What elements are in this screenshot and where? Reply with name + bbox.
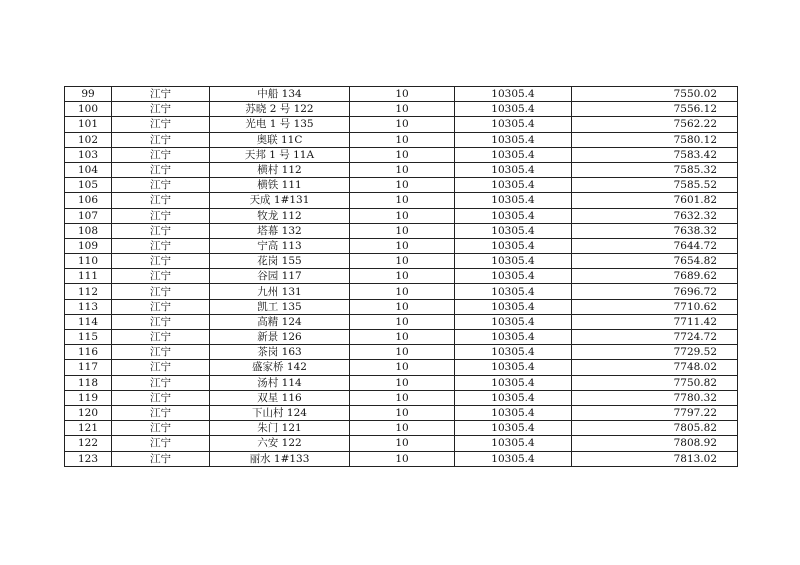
value-cell: 7638.32 [572,223,738,238]
line-name-cell: 盛家桥 142 [210,360,350,375]
capacity-cell: 10305.4 [455,238,572,253]
district-cell: 江宁 [112,330,210,345]
table-row [65,117,738,132]
district-cell: 江宁 [112,269,210,284]
row-number-cell: 117 [65,360,112,375]
table-row [65,451,738,466]
value-cell: 7585.32 [572,162,738,177]
voltage-cell: 10 [350,405,455,420]
line-name-cell: 谷园 117 [210,269,350,284]
table-row [65,223,738,238]
district-cell: 江宁 [112,345,210,360]
row-number-cell: 101 [65,117,112,132]
row-number-cell: 110 [65,254,112,269]
row-number-cell: 103 [65,147,112,162]
value-cell: 7644.72 [572,238,738,253]
voltage-cell: 10 [350,345,455,360]
row-number-cell: 119 [65,390,112,405]
district-cell: 江宁 [112,390,210,405]
district-cell: 江宁 [112,421,210,436]
value-cell: 7654.82 [572,254,738,269]
row-number-cell: 102 [65,132,112,147]
voltage-cell: 10 [350,314,455,329]
value-cell: 7601.82 [572,193,738,208]
line-name-cell: 天邦 1 号 11A [210,147,350,162]
capacity-cell: 10305.4 [455,117,572,132]
voltage-cell: 10 [350,451,455,466]
value-cell: 7780.32 [572,390,738,405]
row-number-cell: 118 [65,375,112,390]
table-row [65,390,738,405]
line-name-cell: 天成 1#131 [210,193,350,208]
row-number-cell: 111 [65,269,112,284]
table-row [65,178,738,193]
table-row [65,102,738,117]
row-number-cell: 122 [65,436,112,451]
district-cell: 江宁 [112,117,210,132]
table-row [65,345,738,360]
table-row [65,132,738,147]
table-row [65,436,738,451]
capacity-cell: 10305.4 [455,451,572,466]
value-cell: 7748.02 [572,360,738,375]
voltage-cell: 10 [350,375,455,390]
capacity-cell: 10305.4 [455,208,572,223]
row-number-cell: 112 [65,284,112,299]
voltage-cell: 10 [350,193,455,208]
line-name-cell: 朱门 121 [210,421,350,436]
value-cell: 7711.42 [572,314,738,329]
line-name-cell: 光电 1 号 135 [210,117,350,132]
value-cell: 7689.62 [572,269,738,284]
district-cell: 江宁 [112,132,210,147]
district-cell: 江宁 [112,254,210,269]
district-cell: 江宁 [112,223,210,238]
row-number-cell: 115 [65,330,112,345]
voltage-cell: 10 [350,284,455,299]
line-name-cell: 牧龙 112 [210,208,350,223]
capacity-cell: 10305.4 [455,87,572,102]
table-row [65,162,738,177]
line-name-cell: 汤村 114 [210,375,350,390]
voltage-cell: 10 [350,238,455,253]
value-cell: 7585.52 [572,178,738,193]
line-name-cell: 九州 131 [210,284,350,299]
line-name-cell: 中船 134 [210,87,350,102]
voltage-cell: 10 [350,102,455,117]
value-cell: 7729.52 [572,345,738,360]
district-cell: 江宁 [112,208,210,223]
voltage-cell: 10 [350,330,455,345]
voltage-cell: 10 [350,117,455,132]
capacity-cell: 10305.4 [455,254,572,269]
line-name-cell: 花岗 155 [210,254,350,269]
row-number-cell: 116 [65,345,112,360]
line-name-cell: 横铁 111 [210,178,350,193]
table-row [65,269,738,284]
capacity-cell: 10305.4 [455,314,572,329]
row-number-cell: 108 [65,223,112,238]
district-cell: 江宁 [112,436,210,451]
district-cell: 江宁 [112,314,210,329]
value-cell: 7583.42 [572,147,738,162]
line-name-cell: 苏晓 2 号 122 [210,102,350,117]
line-name-cell: 下山村 124 [210,405,350,420]
value-cell: 7813.02 [572,451,738,466]
row-number-cell: 99 [65,87,112,102]
table-row [65,405,738,420]
table-body [65,87,738,467]
voltage-cell: 10 [350,132,455,147]
capacity-cell: 10305.4 [455,132,572,147]
line-name-cell: 双星 116 [210,390,350,405]
line-name-cell: 奥联 11C [210,132,350,147]
capacity-cell: 10305.4 [455,421,572,436]
capacity-cell: 10305.4 [455,436,572,451]
voltage-cell: 10 [350,299,455,314]
value-cell: 7696.72 [572,284,738,299]
voltage-cell: 10 [350,223,455,238]
voltage-cell: 10 [350,269,455,284]
line-name-cell: 塔幕 132 [210,223,350,238]
district-cell: 江宁 [112,451,210,466]
voltage-cell: 10 [350,254,455,269]
capacity-cell: 10305.4 [455,330,572,345]
capacity-cell: 10305.4 [455,375,572,390]
value-cell: 7750.82 [572,375,738,390]
line-name-cell: 凯工 135 [210,299,350,314]
capacity-cell: 10305.4 [455,284,572,299]
line-name-cell: 高精 124 [210,314,350,329]
line-name-cell: 横村 112 [210,162,350,177]
value-cell: 7805.82 [572,421,738,436]
district-cell: 江宁 [112,238,210,253]
district-cell: 江宁 [112,375,210,390]
table-row [65,375,738,390]
capacity-cell: 10305.4 [455,193,572,208]
voltage-cell: 10 [350,147,455,162]
table-row [65,208,738,223]
capacity-cell: 10305.4 [455,178,572,193]
value-cell: 7797.22 [572,405,738,420]
table-row [65,284,738,299]
table-row [65,238,738,253]
district-cell: 江宁 [112,193,210,208]
capacity-cell: 10305.4 [455,162,572,177]
district-cell: 江宁 [112,147,210,162]
voltage-cell: 10 [350,436,455,451]
capacity-cell: 10305.4 [455,269,572,284]
row-number-cell: 105 [65,178,112,193]
district-cell: 江宁 [112,284,210,299]
row-number-cell: 113 [65,299,112,314]
value-cell: 7562.22 [572,117,738,132]
row-number-cell: 104 [65,162,112,177]
district-cell: 江宁 [112,162,210,177]
row-number-cell: 107 [65,208,112,223]
voltage-cell: 10 [350,421,455,436]
capacity-cell: 10305.4 [455,405,572,420]
row-number-cell: 100 [65,102,112,117]
voltage-cell: 10 [350,162,455,177]
district-cell: 江宁 [112,87,210,102]
line-name-cell: 茶岗 163 [210,345,350,360]
capacity-cell: 10305.4 [455,345,572,360]
voltage-cell: 10 [350,87,455,102]
district-cell: 江宁 [112,299,210,314]
row-number-cell: 106 [65,193,112,208]
value-cell: 7724.72 [572,330,738,345]
line-name-cell: 丽水 1#133 [210,451,350,466]
table-row [65,360,738,375]
line-name-cell: 六安 122 [210,436,350,451]
capacity-cell: 10305.4 [455,223,572,238]
value-cell: 7556.12 [572,102,738,117]
line-name-cell: 宁高 113 [210,238,350,253]
row-number-cell: 120 [65,405,112,420]
capacity-cell: 10305.4 [455,299,572,314]
value-cell: 7632.32 [572,208,738,223]
district-cell: 江宁 [112,360,210,375]
table-row [65,193,738,208]
table-row [65,254,738,269]
table-row [65,421,738,436]
capacity-cell: 10305.4 [455,147,572,162]
line-name-cell: 新景 126 [210,330,350,345]
row-number-cell: 114 [65,314,112,329]
district-cell: 江宁 [112,102,210,117]
value-cell: 7550.02 [572,87,738,102]
voltage-cell: 10 [350,208,455,223]
row-number-cell: 123 [65,451,112,466]
capacity-cell: 10305.4 [455,360,572,375]
row-number-cell: 109 [65,238,112,253]
voltage-cell: 10 [350,390,455,405]
district-cell: 江宁 [112,178,210,193]
value-cell: 7710.62 [572,299,738,314]
table-row [65,87,738,102]
district-cell: 江宁 [112,405,210,420]
data-table [64,86,738,467]
table-row [65,299,738,314]
table-row [65,314,738,329]
row-number-cell: 121 [65,421,112,436]
voltage-cell: 10 [350,360,455,375]
table-row [65,147,738,162]
table-row [65,330,738,345]
capacity-cell: 10305.4 [455,102,572,117]
voltage-cell: 10 [350,178,455,193]
value-cell: 7808.92 [572,436,738,451]
capacity-cell: 10305.4 [455,390,572,405]
value-cell: 7580.12 [572,132,738,147]
